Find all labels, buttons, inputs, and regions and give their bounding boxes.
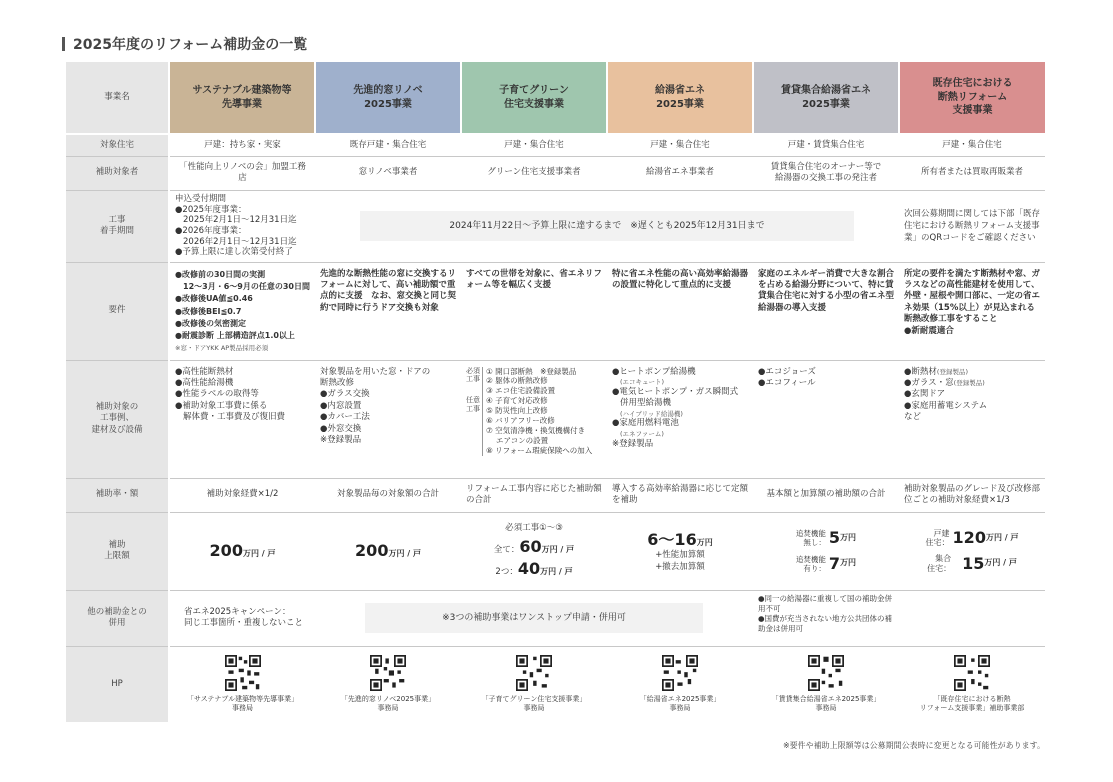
ritsu-col-3: リフォーム工事内容に応じた補助額の合計 — [461, 478, 607, 512]
kikan-col-1-l3: 2025年2月1日～12月31日迄 — [183, 215, 297, 226]
taishosha-col-5-line2: 給湯器の交換工事の発注者 — [774, 173, 877, 183]
setsubi-col-6-l2 — [904, 378, 1040, 389]
qr-code-icon[interactable] — [808, 655, 844, 691]
kikan-shared — [315, 190, 899, 262]
jogen-col-4-l2: +撤去加算額 — [655, 561, 705, 572]
header-col-2 — [315, 62, 461, 134]
row-label-jogen-2: 上限額 — [104, 551, 130, 561]
setsubi-col-4-l6: ●家庭用燃料電池 — [612, 418, 679, 429]
heiyo-col-5-l1: ●同一の給湯器に重複して国の補助金併用不可 — [758, 593, 893, 613]
hp-col-2-l2: 事務局 — [377, 704, 399, 713]
row-ritsu — [66, 478, 1045, 512]
row-label-taisho-jutaku: 対象住宅 — [66, 134, 169, 156]
setsubi-col-1-l3: ●性能ラベルの取得等 — [175, 389, 259, 400]
setsubi-col-3-l3: ③ エコ住宅設備設置 — [486, 386, 556, 396]
jogen-col-5-b-label-2: 有り： — [803, 563, 826, 573]
jogen-col-6-a-num: 120 — [952, 528, 986, 548]
jutaku-col-1: 戸建：持ち家・実家 — [169, 134, 315, 156]
jogen-col-6-a-label-1: 戸建 — [933, 528, 950, 538]
jogen-col-3-a-num: 60 — [519, 537, 542, 557]
setsubi-col-2 — [315, 360, 461, 478]
row-label-heiyo — [66, 590, 169, 646]
jogen-col-3 — [461, 512, 607, 590]
row-label-ritsu: 補助率・額 — [66, 478, 169, 512]
header-col-4-line2: 2025事業 — [656, 98, 704, 110]
setsubi-col-3-l5: ⑤ 防災性向上改修 — [486, 406, 548, 416]
jogen-col-5-b-label-1: 追焚機能 — [795, 554, 826, 564]
setsubi-col-6-l3: ●玄関ドア — [904, 389, 946, 400]
jogen-col-1-num: 200 — [209, 541, 243, 561]
setsubi-col-2-l7: ※登録製品 — [320, 435, 362, 446]
setsubi-col-1-l1: ●高性能断熱材 — [175, 366, 234, 377]
header-col-4 — [607, 62, 753, 134]
jogen-col-5-a — [758, 527, 894, 549]
hp-col-1[interactable] — [169, 646, 315, 722]
setsubi-col-3-nini-label: 任意工事 — [466, 396, 480, 413]
jogen-col-2-unit: 万円 / 戸 — [388, 549, 421, 559]
jogen-col-5-a-unit: 万円 — [840, 532, 857, 542]
hp-col-1-l1: 「サステナブル建築物等先導事業」 — [186, 695, 299, 704]
jogen-col-5 — [753, 512, 899, 590]
setsubi-col-3-nini-items — [482, 396, 592, 455]
jogen-col-4-l1: +性能加算額 — [655, 550, 705, 561]
setsubi-col-2-l2: 断熱改修 — [320, 377, 355, 388]
jogen-col-6-b-unit: 万円 / 戸 — [984, 558, 1017, 568]
row-label-koji-kikan — [66, 190, 169, 262]
yoken-col-1 — [169, 262, 315, 360]
row-taisho-jutaku — [66, 134, 1045, 156]
row-label-heiyo-1: 他の補助金との — [87, 606, 147, 617]
setsubi-col-6-l2-text: ●ガラス・窓 — [904, 377, 954, 388]
jutaku-col-5: 戸建・賃貸集合住宅 — [753, 134, 899, 156]
row-label-koji-kikan-1: 工事 — [108, 214, 126, 225]
jogen-col-1 — [169, 512, 315, 590]
hp-col-4-l2: 事務局 — [669, 704, 691, 713]
jogen-col-5-b-unit: 万円 — [840, 558, 857, 568]
yoken-col-4: 特に省エネ性能の高い高効率給湯器の設置に特化して重点的に支援 — [607, 262, 753, 360]
jogen-col-3-a-unit: 万円 / 戸 — [541, 545, 575, 555]
yoken-col-1-l6: ●耐震診断 上部構造評点1.0以上 — [175, 331, 295, 341]
header-col-1-line1: サステナブル建築物等 — [192, 85, 292, 96]
jutaku-col-4: 戸建・集合住宅 — [607, 134, 753, 156]
jogen-col-6-b-label-2: 住宅： — [927, 563, 952, 573]
heiyo-col-1-l2: 同じ工事箇所・重複しないこと — [184, 618, 304, 628]
jogen-col-6-a-unit: 万円 / 戸 — [985, 532, 1019, 542]
setsubi-col-6 — [899, 360, 1045, 478]
page-title-text: 2025年度のリフォーム補助金の一覧 — [73, 37, 308, 53]
setsubi-col-3 — [461, 360, 607, 478]
ritsu-col-4: 導入する高効率給湯器に応じて定額を補助 — [607, 478, 753, 512]
setsubi-col-4-l5: (ハイブリッド給湯機) — [620, 409, 683, 418]
yoken-col-6-extra: ●新耐震適合 — [904, 325, 954, 336]
ritsu-col-1: 補助対象経費×1/2 — [169, 478, 315, 512]
jogen-col-4-num: 6～16 — [647, 529, 697, 549]
jogen-col-2-num: 200 — [355, 541, 389, 561]
kikan-col-1-l1: 申込受付期間 — [175, 194, 227, 205]
page-title — [62, 34, 307, 54]
hp-col-4-l1: 「給湯省エネ2025事業」 — [639, 695, 721, 704]
jogen-col-3-a — [466, 536, 602, 558]
jogen-col-3-b-label: 2つ： — [495, 566, 518, 577]
jogen-col-3-b-unit: 万円 / 戸 — [540, 566, 573, 576]
kikan-col-1-l5: 2026年2月1日～12月31日迄 — [183, 236, 297, 247]
header-col-5-line2: 2025事業 — [802, 98, 850, 110]
setsubi-col-3-hissu-label: 必須工事 — [466, 366, 480, 383]
jogen-col-6-b — [904, 553, 1040, 575]
yoken-col-5: 家庭のエネルギー消費で大きな割合を占める給湯分野について、特に賃貸集合住宅に対する小型の省エネ型給湯器の導入支援 — [753, 262, 899, 360]
row-label-koji-kikan-2: 着手期間 — [99, 226, 134, 236]
ritsu-col-6: 補助対象製品のグレード及び改修部位ごとの補助対象経費×1/3 — [899, 478, 1045, 512]
kikan-col-1 — [169, 190, 315, 262]
jogen-col-1-unit: 万円 / 戸 — [242, 549, 276, 559]
setsubi-col-4-l2: (エコキュート) — [620, 377, 665, 386]
qr-code-icon[interactable] — [954, 655, 990, 691]
heiyo-col-6 — [899, 590, 1045, 646]
setsubi-col-3-l8: エアコンの設置 — [496, 435, 549, 445]
heiyo-shared — [315, 590, 753, 646]
yoken-col-6 — [899, 262, 1045, 360]
yoken-col-6-text: 所定の要件を満たす断熱材や窓、ガラスなどの高性能建材を使用して、外壁・屋根や開口部に、一定の省エネ効果（15%以上）が見込まれる断熱改修工事をすること — [904, 268, 1041, 325]
heiyo-col-1-l1: 省エネ2025キャンペーン： — [184, 606, 291, 617]
jogen-col-4 — [607, 512, 753, 590]
setsubi-col-6-l1 — [904, 367, 1040, 378]
jutaku-col-6: 戸建・集合住宅 — [899, 134, 1045, 156]
row-hojo-taishosha — [66, 156, 1045, 190]
heiyo-col-1 — [169, 590, 315, 646]
setsubi-col-1-l5: 解体費・工事費及び復旧費 — [183, 412, 286, 423]
yoken-col-1-note: ※窓・ドアYKK AP製品採用必須 — [175, 343, 269, 352]
row-label-setsubi — [66, 360, 169, 478]
yoken-col-3: すべての世帯を対象に、省エネリフォーム等を幅広く支援 — [461, 262, 607, 360]
setsubi-col-3-l4: ④ 子育て対応改修 — [486, 396, 548, 406]
row-setsubi — [66, 360, 1045, 478]
hp-col-6[interactable] — [899, 646, 1045, 722]
header-col-6 — [899, 62, 1045, 134]
hp-col-3-l2: 事務局 — [523, 704, 545, 713]
ritsu-col-2: 対象製品毎の対象額の合計 — [315, 478, 461, 512]
setsubi-col-5-l2: ●エコフィール — [758, 377, 816, 388]
setsubi-col-4 — [607, 360, 753, 478]
taishosha-col-5-line1: 賃貸集合住宅のオーナー等で — [770, 161, 882, 172]
header-col-6-line3: 支援事業 — [952, 105, 993, 117]
hp-col-6-l2: リフォーム支援事業」補助事業部 — [919, 704, 1025, 713]
header-col-3-line1: 子育てグリーン — [499, 85, 569, 96]
header-col-6-line1: 既存住宅における — [932, 78, 1013, 90]
jogen-col-2 — [315, 512, 461, 590]
jogen-col-6-b-label-1: 集合 — [935, 554, 952, 564]
row-heiyo — [66, 590, 1045, 646]
yoken-col-1-l1: ●改修前の30日間の実測 — [175, 269, 266, 279]
row-yoken — [66, 262, 1045, 360]
setsubi-col-3-l6: ⑥ バリアフリー改修 — [486, 415, 555, 425]
row-label-jogen-1: 補助 — [108, 539, 126, 550]
yoken-col-2: 先進的な断熱性能の窓に交換するリフォームに対して、高い補助額で重点的に支援 なお、窓交換と同じ契約で同時に行うドア交換も対象 — [315, 262, 461, 360]
row-hp — [66, 646, 1045, 722]
header-col-3 — [461, 62, 607, 134]
jutaku-col-3: 戸建・集合住宅 — [461, 134, 607, 156]
hp-col-2[interactable] — [315, 646, 461, 722]
row-label-jigyo: 事業名 — [66, 62, 169, 134]
yoken-col-1-l5: ●改修後の気密測定 — [175, 319, 246, 329]
setsubi-col-5-l1: ●エコジョーズ — [758, 366, 816, 377]
setsubi-col-3-hissu-group — [466, 367, 602, 397]
footnote: ※要件や補助上限額等は公募期間公表時に変更となる可能性があります。 — [782, 741, 1045, 750]
setsubi-col-1 — [169, 360, 315, 478]
hp-col-5[interactable] — [753, 646, 899, 722]
jogen-col-5-a-label-1: 追焚機能 — [795, 529, 826, 539]
taishosha-col-3: グリーン住宅支援事業者 — [461, 156, 607, 190]
setsubi-col-5 — [753, 360, 899, 478]
row-label-jogen — [66, 512, 169, 590]
taishosha-col-6: 所有者または買取再販業者 — [899, 156, 1045, 190]
taishosha-col-2: 窓リノベ事業者 — [315, 156, 461, 190]
setsubi-col-2-l1: 対象製品を用いた窓・ドアの — [320, 366, 431, 377]
setsubi-col-3-l9: ⑧ リフォーム瑕疵保険への加入 — [486, 445, 593, 455]
setsubi-col-2-l3: ●ガラス交換 — [320, 389, 370, 400]
row-label-yoken: 要件 — [66, 262, 169, 360]
header-col-1-line2: 先導事業 — [222, 98, 262, 110]
hp-col-3[interactable] — [461, 646, 607, 722]
setsubi-col-6-l1-text: ●断熱材 — [904, 366, 937, 377]
header-col-3-line2: 住宅支援事業 — [504, 98, 564, 110]
setsubi-col-1-l4: ●補助対象工事費に係る — [175, 400, 268, 411]
jogen-col-4-unit: 万円 — [696, 537, 713, 547]
setsubi-col-3-nini-group — [466, 396, 602, 455]
row-jogen — [66, 512, 1045, 590]
qr-code-icon[interactable] — [662, 655, 698, 691]
row-label-setsubi-3: 建材及び設備 — [91, 424, 143, 435]
yoken-col-1-l4: ●改修後BEI≦0.7 — [175, 306, 242, 316]
kikan-col-1-l4: ●2026年度事業： — [175, 226, 247, 236]
row-koji-kikan — [66, 190, 1045, 262]
hp-col-4[interactable] — [607, 646, 753, 722]
jogen-col-5-a-label-2: 無し： — [803, 538, 826, 548]
jogen-col-3-a-label: 全て： — [493, 545, 520, 556]
taishosha-col-5 — [753, 156, 899, 190]
jogen-col-6-a-label-2: 住宅： — [925, 538, 950, 548]
hp-col-5-l2: 事務局 — [815, 704, 837, 713]
jogen-col-3-b-num: 40 — [517, 558, 541, 578]
header-col-4-line1: 給湯省エネ — [655, 85, 705, 96]
jogen-col-3-head: 必須工事①～③ — [505, 522, 563, 533]
setsubi-col-6-l1-note: (登録製品) — [936, 367, 968, 376]
setsubi-col-3-l1: ① 開口部断熱 ※登録製品 — [486, 366, 577, 376]
jogen-col-3-b — [466, 558, 602, 580]
kikan-col-1-l2: ●2025年度事業： — [175, 204, 247, 215]
qr-code-icon[interactable] — [225, 655, 261, 691]
qr-code-icon[interactable] — [516, 655, 552, 691]
hp-col-3-l1: 「子育てグリーン住宅支援事業」 — [481, 695, 587, 704]
row-label-hp: HP — [66, 646, 169, 722]
hp-col-1-l2: 事務局 — [232, 704, 253, 713]
setsubi-col-2-l5: ●カバー工法 — [320, 412, 370, 423]
setsubi-col-4-l4: 併用型給湯機 — [620, 398, 672, 409]
row-label-heiyo-2: 併用 — [108, 618, 126, 628]
hp-col-5-l1: 「賃貸集合給湯省エネ2025事業」 — [771, 695, 881, 704]
row-label-setsubi-1: 補助対象の — [95, 401, 139, 412]
setsubi-col-4-l1: ●ヒートポンプ給湯機 — [612, 366, 696, 377]
setsubi-col-4-l7: (エネファーム) — [620, 429, 664, 438]
setsubi-col-4-l8: ※登録製品 — [612, 438, 654, 449]
jogen-col-6-b-num: 15 — [962, 554, 985, 573]
jogen-col-5-b-num: 7 — [828, 554, 841, 573]
setsubi-col-6-l5: など — [904, 412, 922, 423]
taishosha-col-4: 給湯省エネ事業者 — [607, 156, 753, 190]
subsidy-table — [66, 62, 1045, 722]
setsubi-col-3-l2: ② 躯体の断熱改修 — [486, 376, 548, 386]
setsubi-col-3-l7: ⑦ 空気清浄機・換気機構付き — [486, 425, 586, 435]
heiyo-shared-box: ※3つの補助事業はワンストップ申請・併用可 — [365, 603, 703, 633]
jogen-col-6 — [899, 512, 1045, 590]
setsubi-col-2-l4: ●内窓設置 — [320, 400, 362, 411]
setsubi-col-2-l6: ●外窓交換 — [320, 423, 362, 434]
row-label-hojo-taishosha: 補助対象者 — [66, 156, 169, 190]
header-col-2-line2: 2025事業 — [364, 98, 412, 110]
hp-col-2-l1: 「先進的窓リノベ2025事業」 — [340, 695, 436, 704]
header-col-5-line1: 賃貸集合給湯省エネ — [781, 85, 871, 96]
heiyo-col-5 — [753, 590, 899, 646]
setsubi-col-3-hissu-items — [482, 367, 576, 397]
hp-col-6-l1: 「既存住宅における断熱 — [933, 695, 1011, 704]
kikan-col-1-l6: ●予算上限に達し次第受付終了 — [175, 247, 293, 258]
yoken-col-1-l2: 12～3月・6～9月の任意の30日間 — [183, 281, 310, 291]
setsubi-col-6-l4: ●家庭用蓄電システム — [904, 400, 988, 411]
setsubi-col-1-l2: ●高性能給湯機 — [175, 377, 234, 388]
header-col-6-line2: 断熱リフォーム — [937, 91, 1008, 103]
jogen-col-5-b — [758, 553, 894, 575]
header-col-2-line1: 先進的窓リノベ — [353, 85, 423, 96]
title-bar-marker — [62, 37, 65, 51]
heiyo-col-5-l2: ●国費が充当されない地方公共団体の補助金は併用可 — [758, 613, 893, 633]
jutaku-col-2: 既存戸建・集合住宅 — [315, 134, 461, 156]
kikan-col-6: 次回公募期間に関しては下部「既存住宅における断熱リフォーム支援事業」のQRコードをご確認ください — [899, 190, 1045, 262]
setsubi-col-6-l2-note: (登録製品) — [953, 378, 985, 387]
kikan-shared-box: 2024年11月22日～予算上限に達するまで ※遅くとも2025年12月31日まで — [360, 211, 854, 241]
qr-code-icon[interactable] — [370, 655, 406, 691]
row-label-setsubi-2: 工事例、 — [99, 413, 134, 424]
header-col-1 — [169, 62, 315, 134]
header-row — [66, 62, 1045, 134]
taishosha-col-1: 「性能向上リノベの会」加盟工務店 — [169, 156, 315, 190]
yoken-col-1-l3: ●改修後UA値≦0.46 — [175, 294, 253, 304]
jogen-col-5-a-num: 5 — [828, 528, 841, 548]
jogen-col-6-a — [904, 527, 1040, 549]
header-col-5 — [753, 62, 899, 134]
setsubi-col-4-l3: ●電気ヒートポンプ・ガス瞬間式 — [612, 386, 739, 397]
ritsu-col-5: 基本額と加算額の補助額の合計 — [753, 478, 899, 512]
